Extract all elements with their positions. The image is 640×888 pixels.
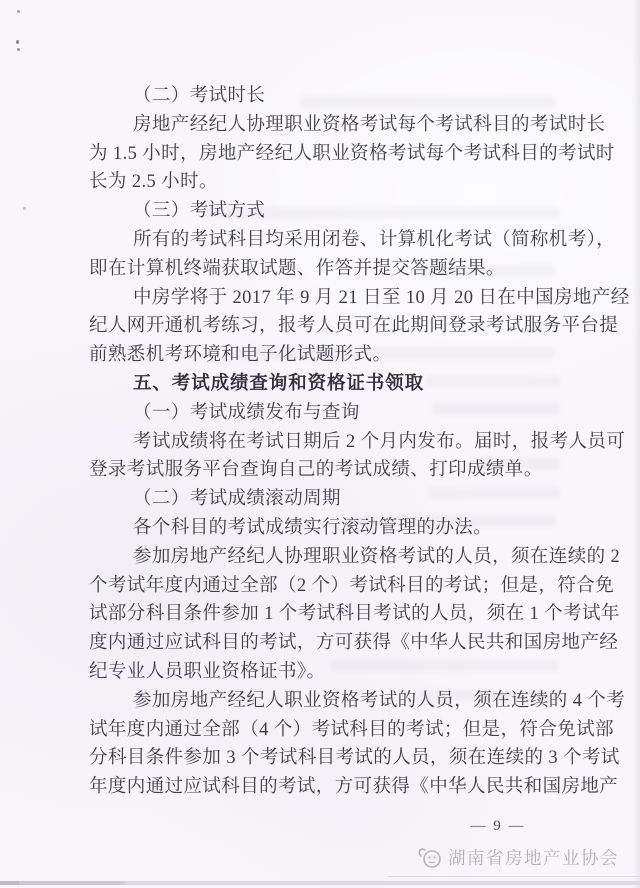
document-line: 考试成绩将在考试日期后 2 个月内发布。届时，报考人员可 (133, 431, 626, 452)
document-line: （三）考试方式 (133, 201, 266, 222)
document-line: 纪专业人员职业资格证书》。 (89, 661, 326, 682)
document-line: 为 1.5 小时，房地产经纪人职业资格考试每个考试科目的考试时 (89, 143, 615, 164)
document-line: 所有的考试科目均采用闭卷、计算机化考试（简称机考）， (133, 229, 616, 250)
document-line: 各个科目的考试成绩实行滚动管理的办法。 (133, 517, 493, 538)
document-line: （二）考试成绩滚动周期 (133, 489, 341, 510)
watermark-text: 湖南省房地产业协会 (448, 848, 619, 868)
document-line: （一）考试成绩发布与查询 (133, 402, 360, 423)
page-number: — 9 — (470, 818, 526, 834)
document-line: 房地产经纪人协理职业资格考试每个考试科目的考试时长 (133, 114, 606, 135)
document-line: 纪人网开通机考练习，报考人员可在此期间登录考试服务平台提 (89, 316, 619, 337)
document-line: 试部分科目条件参加 1 个考试科目考试的人员，须在 1 个考试年 (89, 604, 620, 625)
document-line: 年度内通过应试科目的考试，方可获得《中华人民共和国房地产 (89, 777, 619, 798)
document-line: 分科目条件参加 3 个考试科目考试的人员，须在连续的 3 个考试 (89, 748, 620, 769)
document-line: 参加房地产经纪人协理职业资格考试的人员，须在连续的 2 (133, 546, 621, 567)
document-line: 个考试年度内通过全部（2 个）考试科目的考试；但是，符合免 (89, 575, 614, 596)
document-line: （二）考试时长 (133, 86, 266, 106)
document-line: 登录考试服务平台查询自己的考试成绩、打印成绩单。 (89, 460, 543, 481)
document-line: 度内通过应试科目的考试，方可获得《中华人民共和国房地产经 (89, 633, 619, 654)
document-line: 前熟悉机考环境和电子化试题形式。 (89, 345, 392, 366)
scan-speck (17, 48, 20, 51)
document-line: 中房学将于 2017 年 9 月 21 日至 10 月 20 日在中国房地产经 (133, 287, 630, 308)
scan-speck (17, 10, 20, 13)
scan-speck (23, 207, 26, 210)
scan-hairline (388, 876, 640, 877)
document-line: 长为 2.5 小时。 (89, 172, 218, 193)
scan-bottom-edge (0, 881, 640, 885)
section-heading: 五、考试成绩查询和资格证书领取 (133, 373, 425, 394)
document-line: 试年度内通过全部（4 个）考试科目的考试；但是，符合免试部 (89, 719, 614, 740)
scan-right-edge (633, 0, 640, 888)
document-body (89, 82, 630, 802)
document-line: 参加房地产经纪人职业资格考试的人员，须在连续的 4 个考 (133, 690, 626, 711)
association-logo-icon (417, 847, 443, 869)
scan-speck (16, 40, 19, 44)
document-line: 即在计算机终端获取试题、作答并提交答题结果。 (89, 258, 505, 279)
watermark (417, 845, 619, 870)
